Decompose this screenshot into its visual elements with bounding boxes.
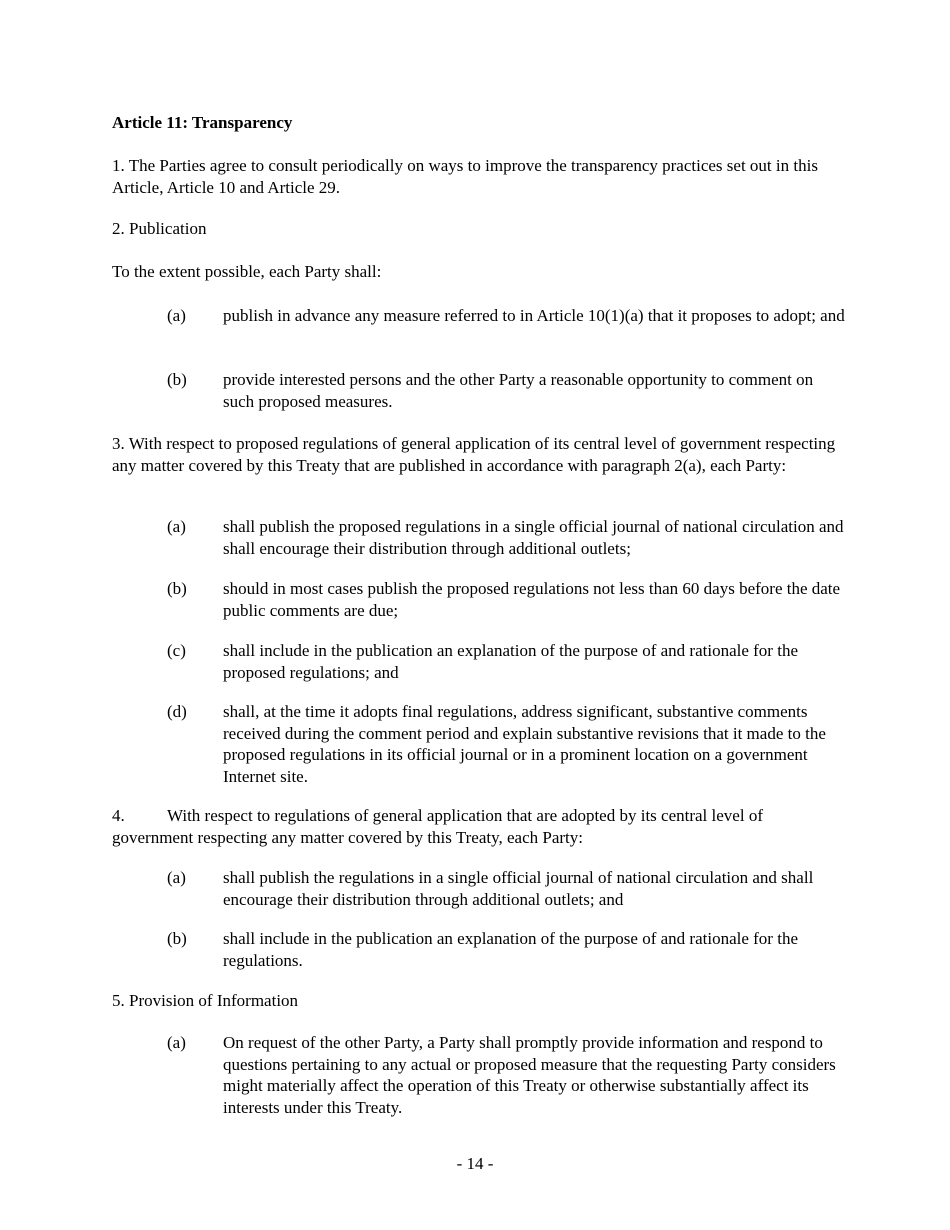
list-item [167, 305, 847, 327]
list-item [167, 640, 847, 683]
list-item-label: (d) [167, 702, 187, 721]
list-item [167, 867, 847, 910]
paragraph-2-heading: 2. Publication [112, 219, 207, 238]
list-item-text: On request of the other Party, a Party shall promptly provide information and respond to questions pertaining to any actual or proposed measure that the requesting Party considers might materially affect the operation of this Treaty or otherwise substantially affect its interests under this Treaty. [223, 1033, 836, 1117]
list-item [167, 369, 847, 412]
list-item [167, 701, 847, 787]
list-item-text: shall include in the publication an explanation of the purpose of and rationale for the regulations. [223, 929, 798, 970]
list-item-label: (a) [167, 306, 186, 325]
list-item-text: shall publish the regulations in a single official journal of national circulation and shall encourage their distribution through additional outlets; and [223, 868, 814, 909]
list-item-label: (a) [167, 868, 186, 887]
list-item-label: (b) [167, 370, 187, 389]
paragraph-4-number: 4. [112, 806, 125, 825]
list-item-text: shall publish the proposed regulations in a single official journal of national circulation and shall encourage their distribution through additional outlets; [223, 517, 844, 558]
page-number: - 14 - [456, 1154, 494, 1173]
list-item-label: (a) [167, 1033, 186, 1052]
list-item-text: shall include in the publication an explanation of the purpose of and rationale for the proposed regulations; and [223, 641, 798, 682]
paragraph-3: 3. With respect to proposed regulations of general application of its central level of government respecting any matter covered by this Treaty that are published in accordance with paragraph 2(a), each Party: [112, 434, 836, 475]
paragraph-5-heading: 5. Provision of Information [112, 991, 299, 1010]
list-item-text: should in most cases publish the proposed regulations not less than 60 days before the date public comments are due; [223, 579, 841, 620]
list-item [167, 578, 847, 621]
list-item [167, 516, 847, 559]
list-item-text: publish in advance any measure referred to in Article 10(1)(a) that it proposes to adopt; and [223, 306, 845, 325]
list-item-label: (b) [167, 579, 187, 598]
article-heading: Article 11: Transparency [112, 113, 293, 132]
list-item-label: (b) [167, 929, 187, 948]
list-item-label: (a) [167, 517, 186, 536]
list-item-label: (c) [167, 641, 186, 660]
list-item [167, 1032, 847, 1118]
paragraph-1: 1. The Parties agree to consult periodically on ways to improve the transparency practices set out in this Article, Article 10 and Article 29. [112, 156, 818, 197]
paragraph-4 [112, 805, 842, 848]
paragraph-4-text: With respect to regulations of general application that are adopted by its central level of government respecting any matter covered by this Treaty, each Party: [112, 806, 763, 847]
paragraph-2-intro: To the extent possible, each Party shall: [112, 262, 382, 281]
list-item-text: shall, at the time it adopts final regulations, address significant, substantive comments received during the comment period and explain substantive revisions that it made to the proposed regulations in its official journal or in a prominent location on a government Internet site. [223, 702, 826, 786]
list-item [167, 928, 847, 971]
list-item-text: provide interested persons and the other Party a reasonable opportunity to comment on such proposed measures. [223, 370, 814, 411]
